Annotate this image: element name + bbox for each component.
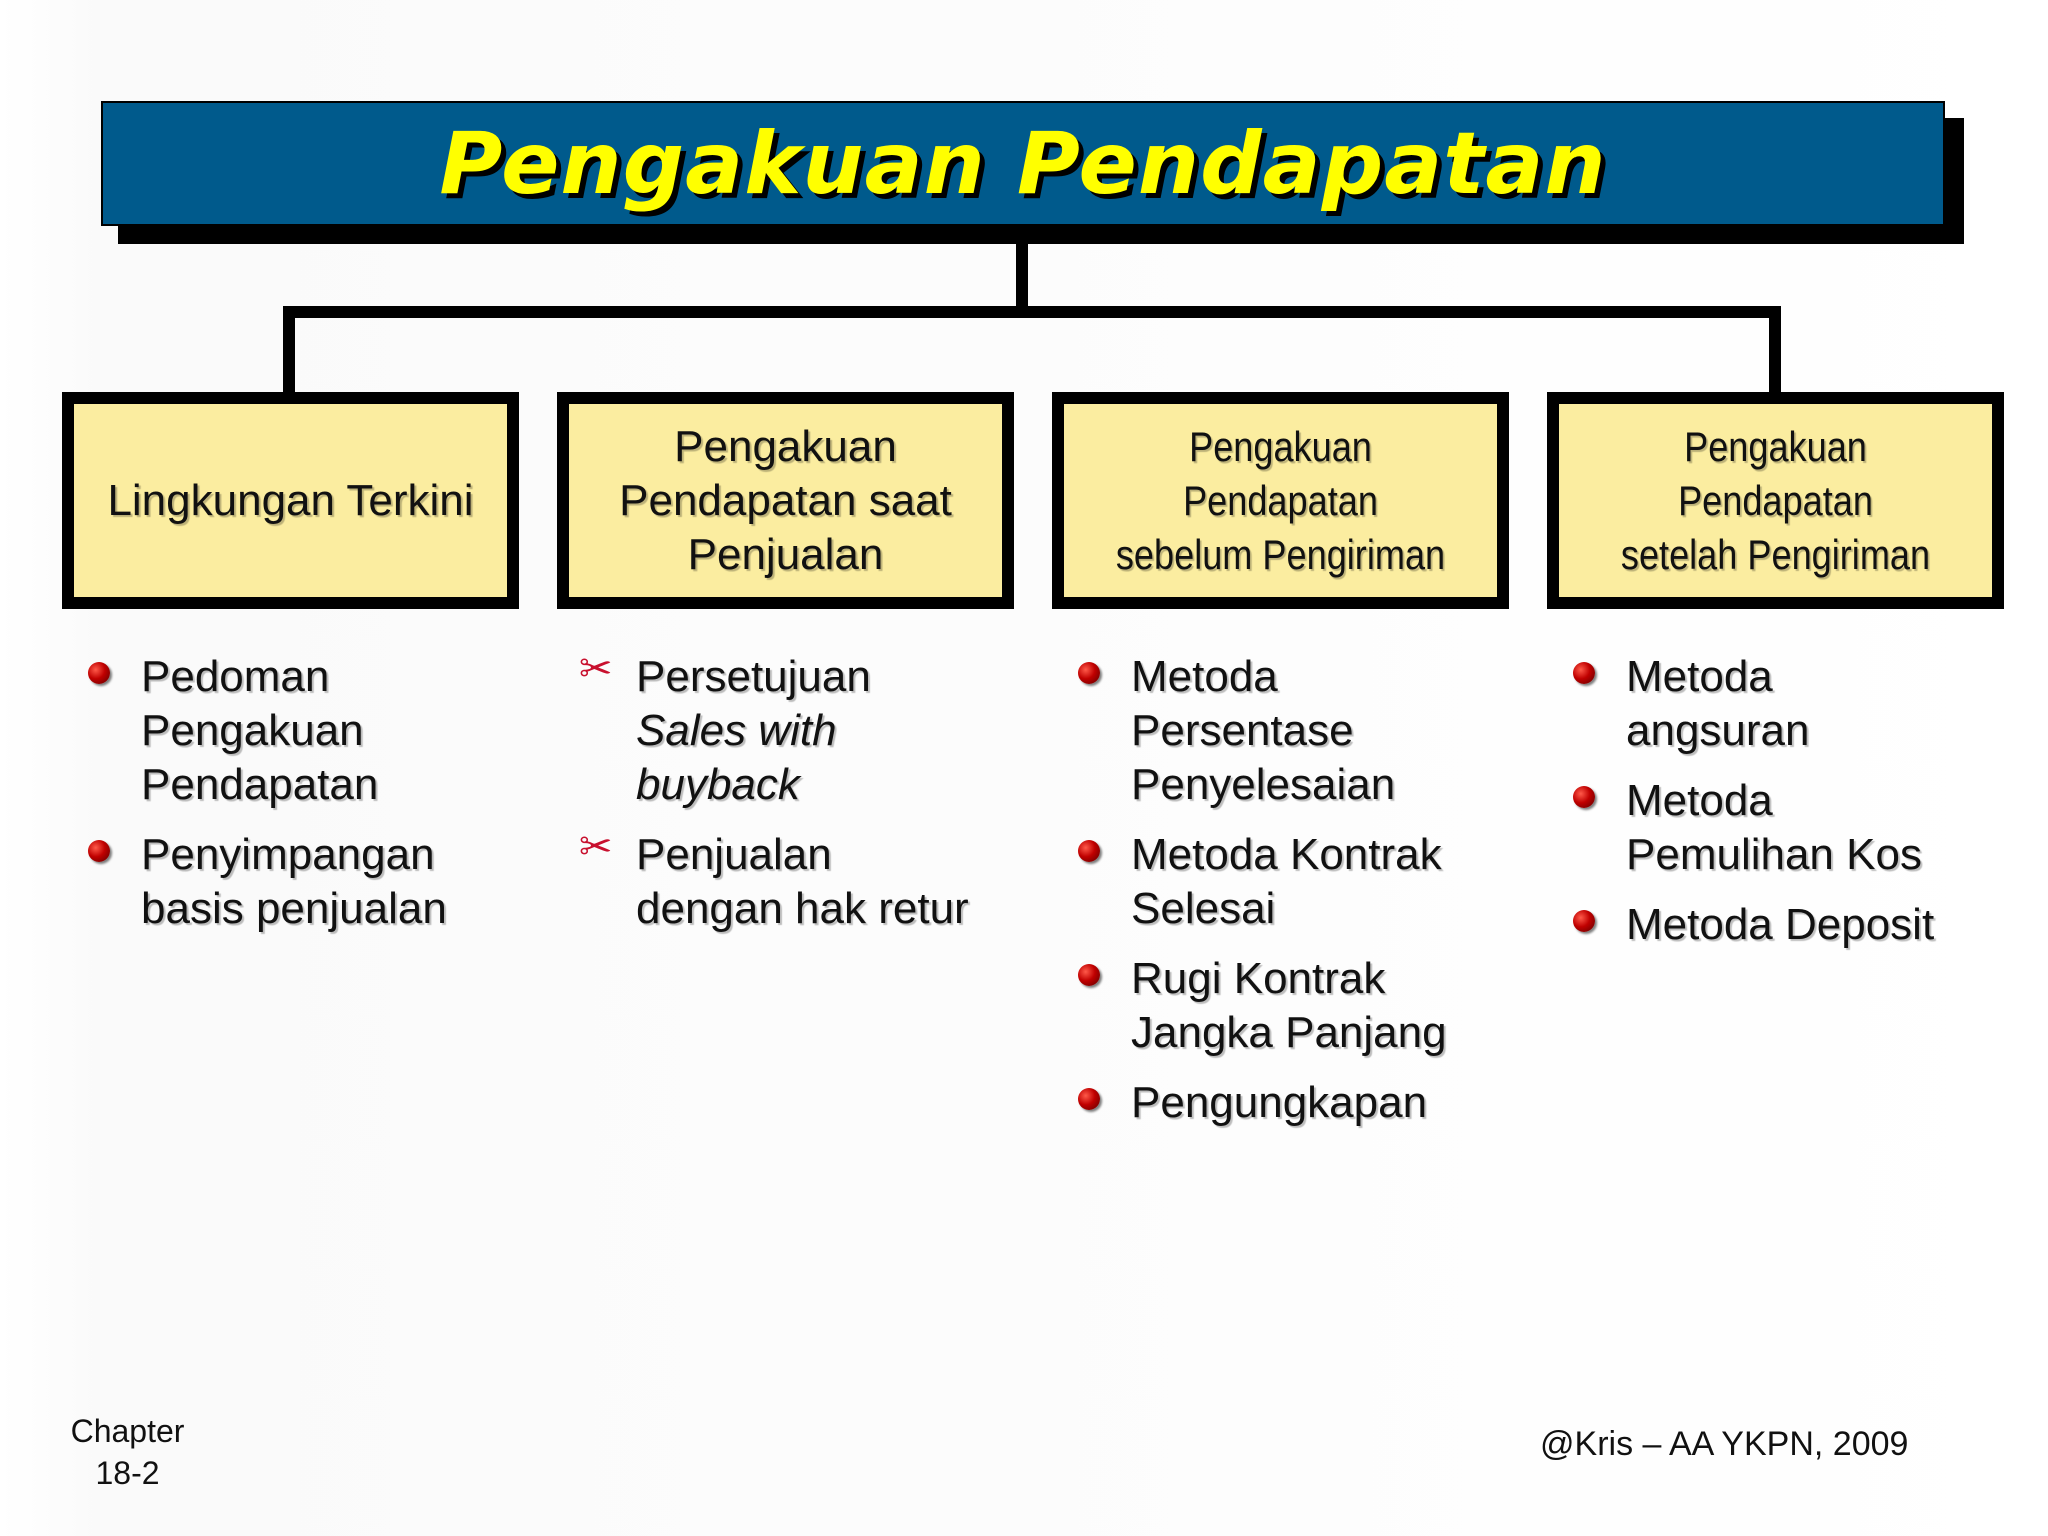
- list-item: [88, 828, 508, 936]
- bullet-list-sebelum-pengiriman: [1078, 650, 1518, 1146]
- bullet-dot-icon: [1078, 964, 1100, 986]
- list-item: [579, 824, 1023, 936]
- list-item-text: Pedoman Pengakuan Pendapatan: [141, 652, 379, 809]
- connector-drop-4: [1769, 306, 1781, 396]
- bullet-dot-icon: [1078, 840, 1100, 862]
- list-item: [1078, 650, 1518, 812]
- connector-horizontal: [283, 306, 1781, 318]
- list-item-text: Persetujuan: [636, 652, 871, 701]
- list-item-text: Metoda Kontrak Selesai: [1131, 830, 1442, 933]
- page-title: Pengakuan Pendapatan: [439, 113, 1607, 214]
- footer-copyright: @Kris – AA YKPN, 2009: [1540, 1425, 1909, 1463]
- list-item-text: Metoda Deposit: [1626, 900, 1935, 949]
- list-item: [1078, 952, 1518, 1060]
- title-banner: [101, 101, 1945, 226]
- scissors-icon: ✂: [579, 646, 613, 692]
- bullet-list-lingkungan: [88, 650, 508, 952]
- bullet-dot-icon: [88, 662, 110, 684]
- list-item-text-italic: Sales with buyback: [636, 706, 837, 809]
- list-item-text: Rugi Kontrak Jangka Panjang: [1131, 954, 1447, 1057]
- bullet-dot-icon: [1573, 910, 1595, 932]
- bullet-dot-icon: [88, 840, 110, 862]
- bullet-list-saat-penjualan: [579, 646, 1023, 952]
- category-label: Pengakuan Pendapatan sebelum Pengiriman: [1115, 422, 1446, 578]
- connector-drop-1: [283, 306, 295, 396]
- category-label: Pengakuan Pendapatan setelah Pengiriman: [1620, 422, 1931, 578]
- connector-stem: [1016, 244, 1028, 312]
- footer-chapter: Chapter 18-2: [70, 1413, 185, 1491]
- list-item: [1573, 650, 2013, 758]
- list-item-text: Metoda Persentase Penyelesaian: [1131, 652, 1396, 809]
- category-box-sebelum-pengiriman: [1052, 392, 1509, 609]
- bullet-list-setelah-pengiriman: [1573, 650, 2013, 968]
- list-item-text: Pengungkapan: [1131, 1078, 1428, 1127]
- list-item: [1078, 828, 1518, 936]
- list-item: [1078, 1076, 1518, 1130]
- bullet-dot-icon: [1573, 662, 1595, 684]
- list-item: [88, 650, 508, 812]
- bullet-dot-icon: [1078, 662, 1100, 684]
- list-item-text: Metoda Pemulihan Kos: [1626, 776, 1922, 879]
- category-label: Lingkungan Terkini: [107, 475, 474, 525]
- list-item-text: Penjualan dengan hak retur: [636, 830, 969, 933]
- bullet-dot-icon: [1573, 786, 1595, 808]
- category-box-setelah-pengiriman: [1547, 392, 2004, 609]
- category-box-saat-penjualan: [557, 392, 1014, 609]
- list-item-text: Penyimpangan basis penjualan: [141, 830, 447, 933]
- list-item: [579, 646, 1023, 812]
- list-item: [1573, 774, 2013, 882]
- list-item: [1573, 898, 2013, 952]
- category-box-lingkungan: [62, 392, 519, 609]
- list-item-text: Metoda angsuran: [1626, 652, 1810, 755]
- bullet-dot-icon: [1078, 1088, 1100, 1110]
- scissors-icon: ✂: [579, 824, 613, 870]
- category-label: Pengakuan Pendapatan saat Penjualan: [619, 421, 952, 579]
